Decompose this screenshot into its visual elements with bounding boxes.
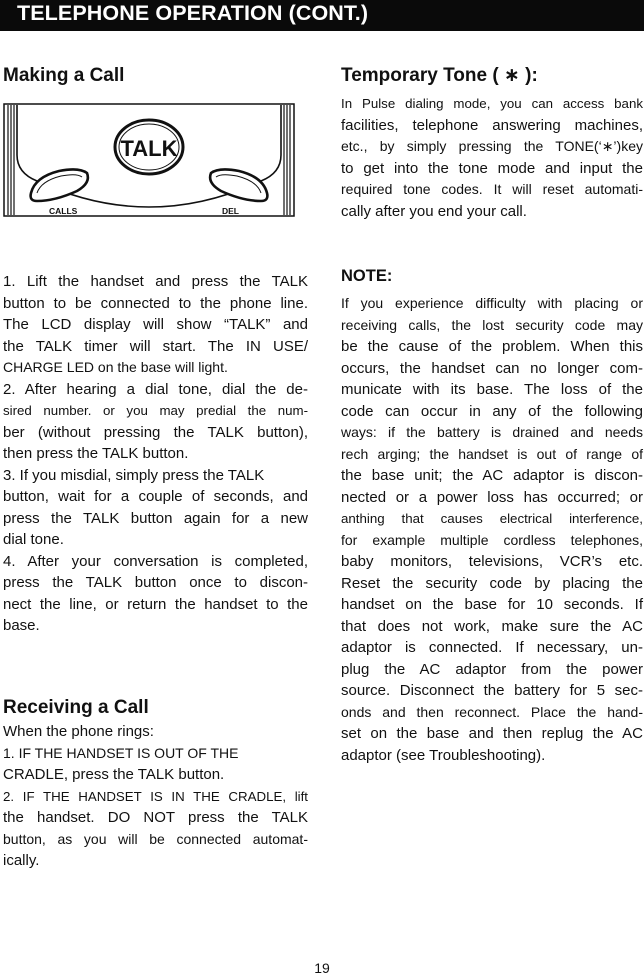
text-line: When the phone rings: <box>3 723 154 740</box>
text-line: ically. <box>3 852 40 869</box>
calls-key-label: CALLS <box>49 206 78 216</box>
text-line: plug the AC adaptor from the power <box>341 660 643 678</box>
text-line: dial tone. <box>3 531 64 548</box>
note-title: NOTE: <box>341 267 393 285</box>
text-line: 3. If you misdial, simply press the TALK <box>3 466 265 484</box>
text-line: adaptor (see Troubleshooting). <box>341 746 546 764</box>
text-line: CRADLE, press the TALK button. <box>3 766 225 783</box>
text-line: adaptor is connected. If necessary, un- <box>341 639 643 656</box>
header-title: TELEPHONE OPERATION (CONT.) <box>17 1 369 25</box>
page-number: 19 <box>314 960 330 976</box>
text-line: occurs, the handset can no longer com- <box>341 359 643 377</box>
text-line: etc., by simply pressing the TONE(‘∗’)key <box>341 138 643 154</box>
making-call-steps <box>3 271 308 637</box>
text-line: the TALK timer will start. The IN USE/ <box>3 337 308 355</box>
text-line: 1. IF THE HANDSET IS OUT OF THE <box>3 744 239 761</box>
text-line: button, wait for a couple of seconds, and <box>3 488 308 505</box>
handset-keypad-illustration <box>3 103 295 217</box>
receiving-call-title: Receiving a Call <box>3 697 149 718</box>
temporary-tone-title: Temporary Tone ( ∗ ): <box>341 65 538 86</box>
text-line: for example multiple cordless telephones, <box>341 531 643 548</box>
text-line: nect the line, or return the handset to the <box>3 595 308 613</box>
text-line: handset on the base for 10 seconds. If <box>341 596 643 613</box>
text-line: ways: if the battery is drained and needs <box>341 424 643 440</box>
text-line: button to be connected to the phone line. <box>3 294 308 312</box>
text-line: Reset the security code by placing the <box>341 574 643 592</box>
text-line: baby monitors, televisions, VCR’s etc. <box>341 553 643 570</box>
text-line: receiving calls, the lost security code may <box>341 316 643 333</box>
text-line: press the TALK button once to discon- <box>3 574 308 591</box>
text-line: button, as you will be connected automat- <box>3 830 308 847</box>
text-line: code can occur in any of the following <box>341 402 643 420</box>
text-line: ber (without pressing the TALK button), <box>3 423 308 441</box>
text-line: press the TALK button again for a new <box>3 509 308 527</box>
making-call-title: Making a Call <box>3 65 125 86</box>
page-header <box>0 0 644 31</box>
text-line: 4. After your conversation is completed, <box>3 552 308 570</box>
text-line: to get into the tone mode and input the <box>341 159 643 177</box>
text-line: source. Disconnect the battery for 5 sec- <box>341 682 643 699</box>
text-line: If you experience difficulty with placing or <box>341 295 643 311</box>
receiving-call-steps <box>3 721 308 872</box>
text-line: then press the TALK button. <box>3 445 189 462</box>
text-line: be the cause of the problem. When this <box>341 338 643 355</box>
note-text <box>341 293 643 766</box>
text-line: anthing that causes electrical interference, <box>341 511 643 526</box>
del-key-label: DEL <box>222 206 239 216</box>
text-line: that does not work, make sure the AC <box>341 617 643 635</box>
text-line: set on the base and then replug the AC <box>341 725 643 742</box>
text-line: 2. After hearing a dial tone, dial the de- <box>3 380 308 398</box>
text-line: rech arging; the handset is out of range of <box>341 445 643 462</box>
text-line: 1. Lift the handset and press the TALK <box>3 273 308 290</box>
text-line: The LCD display will show “TALK” and <box>3 316 308 333</box>
text-line: nected or a power loss has occurred; or <box>341 488 643 506</box>
text-line: base. <box>3 617 40 634</box>
text-line: sired number. or you may predial the num- <box>3 403 308 418</box>
temporary-tone-text <box>341 93 643 222</box>
talk-key-label: TALK <box>120 136 178 161</box>
text-line: In Pulse dialing mode, you can access bank <box>341 96 643 111</box>
text-line: CHARGE LED on the base will light. <box>3 359 228 375</box>
text-line: cally after you end your call. <box>341 202 527 220</box>
text-line: the base unit; the AC adaptor is discon- <box>341 467 643 484</box>
text-line: municate with its base. The loss of the <box>341 381 643 398</box>
text-line: facilities, telephone answering machines, <box>341 116 643 134</box>
text-line: 2. IF THE HANDSET IS IN THE CRADLE, lift <box>3 788 308 804</box>
text-line: the handset. DO NOT press the TALK <box>3 809 308 826</box>
text-line: onds and then reconnect. Place the hand- <box>341 703 643 720</box>
text-line: required tone codes. It will reset automati- <box>341 181 643 197</box>
